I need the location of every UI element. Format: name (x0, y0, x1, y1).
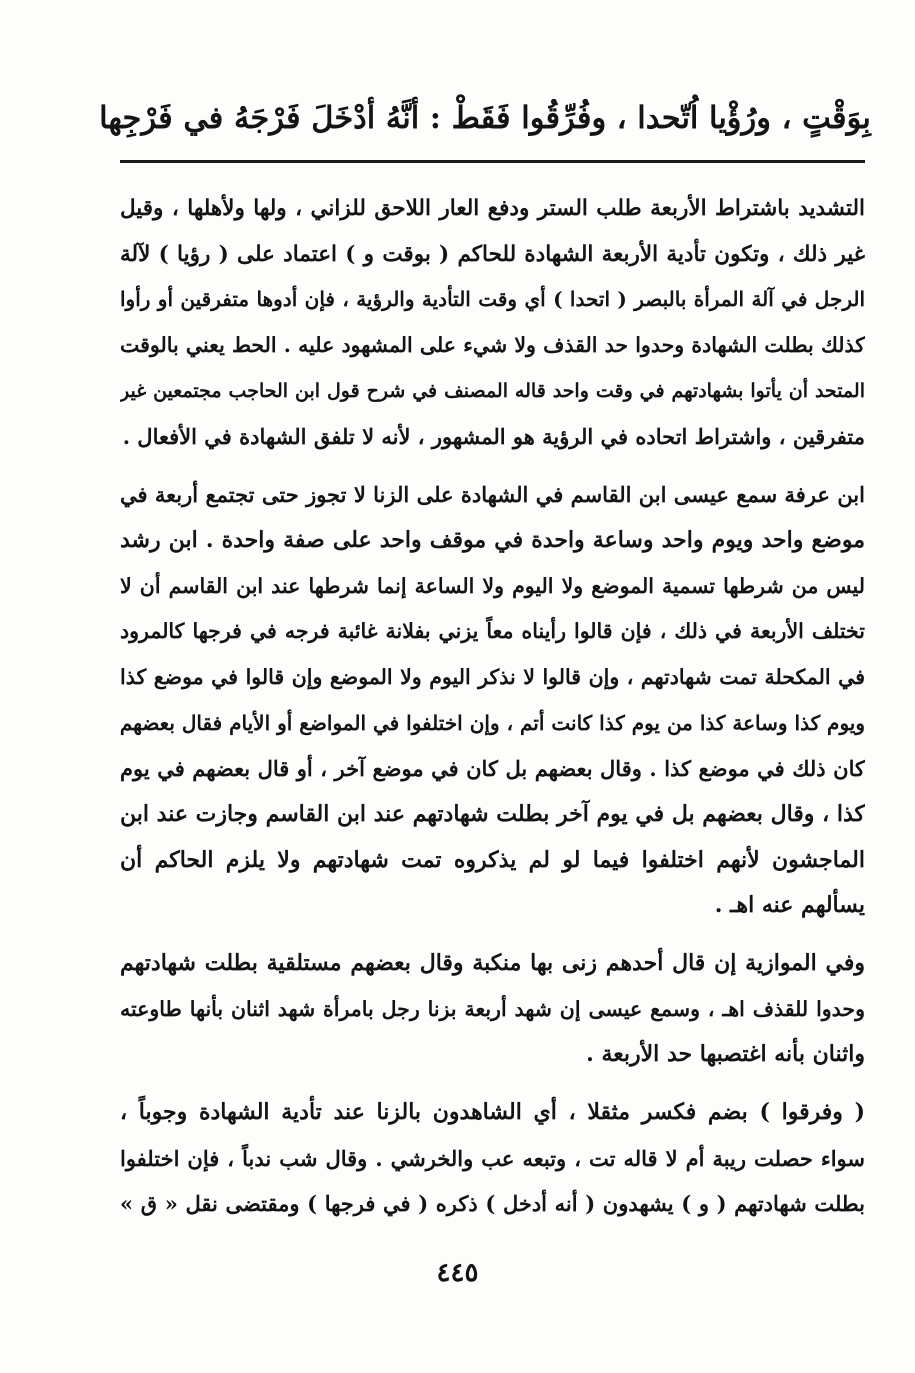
paragraph-3 (120, 941, 865, 1078)
text-line: متفرقين ، واشتراط اتحاده في الرؤية هو المشهور ، لأنه لا تلفق الشهادة في الأفعال . (122, 424, 865, 450)
paragraph-4 (120, 1090, 865, 1227)
text-line: موضع واحد ويوم واحد وساعة واحدة في موقف واحد على صفة واحدة . ابن رشد (120, 526, 865, 553)
text-line: كذلك بطلت الشهادة وحدوا حد القذف ولا شيء على المشهود عليه . الحط يعني بالوقت (120, 333, 865, 358)
text-line: الماجشون لأنهم اختلفوا فيما لو لم يذكروه تمت شهادتهم ولا يلزم الحاكم أن (120, 846, 865, 873)
text-line: ويوم كذا وساعة كذا من يوم كذا كانت أتم ، وإن اختلفوا في المواضع أو الأيام فقال بعضهم (120, 710, 865, 735)
text-line: وحدوا للقذف اهـ ، وسمع عيسى إن شهد أربعة بزنا رجل بامرأة شهد اثنان بأنها طاوعته (120, 996, 865, 1021)
paragraph-gap (120, 929, 865, 941)
text-line: سواء حصلت ريبة أم لا قاله تت ، وتبعه عب والخرشي . وقال شب ندباً ، فإن اختلفوا (120, 1145, 865, 1171)
text-line: كان ذلك في موضع كذا . وقال بعضهم بل كان في موضع آخر ، أو قال بعضهم في يوم (120, 756, 865, 782)
text-line: التشديد باشتراط الأربعة طلب الستر ودفع العار اللاحق للزاني ، ولها ولأهلها ، وقيل (120, 196, 865, 221)
text-line: المتحد أن يأتوا بشهادتهم في وقت واحد قاله المصنف في شرح قول ابن الحاجب مجتمعين غير (120, 379, 865, 402)
text-line: غير ذلك ، وتكون تأدية الأربعة الشهادة للحاكم ( بوقت و ) اعتماد على ( رؤيا ) لآلة (120, 241, 865, 267)
text-line: بطلت شهادتهم ( و ) يشهدون ( أنه أدخل ) ذكره ( في فرجها ) ومقتضى نقل « ق » (120, 1191, 865, 1217)
matn-header: بِوَقْتٍ ، ورُؤْيا اُتّحدا ، وفُرِّقُوا فَقَطْ : أنَّهُ أدْخَلَ فَرْجَهُ في فَرْجِها (99, 100, 871, 136)
text-line: في المكحلة تمت شهادتهم ، وإن قالوا لا نذكر اليوم ولا الموضع وإن قالوا في موضع كذا (120, 664, 865, 689)
text-line: يسألهم عنه اهـ . (714, 892, 865, 919)
text-line: ليس من شرطها تسمية الموضع ولا اليوم ولا الساعة إنما شرطها عند ابن القاسم أن لا (120, 573, 865, 598)
text-line: وفي الموازية إن قال أحدهم زنى بها منكبة وقال بعضهم مستلقية بطلت شهادتهم (120, 950, 865, 976)
text-line: ( وفرقوا ) بضم فكسر مثقلا ، أي الشاهدون بالزنا عند تأدية الشهادة وجوباً ، (120, 1099, 865, 1126)
text-line: كذا ، وقال بعضهم بل في يوم آخر بطلت شهادتهم عند ابن القاسم وجازت عند ابن (120, 800, 865, 827)
paragraph-2 (120, 472, 865, 929)
header-divider (120, 160, 865, 163)
paragraph-gap (120, 1078, 865, 1090)
paragraph-1 (120, 186, 865, 460)
text-line: الرجل في آلة المرأة بالبصر ( اتحدا ) أي وقت التأدية والرؤية ، فإن أدوها متفرقين أو رأوا (120, 287, 865, 312)
paragraph-gap (120, 460, 865, 472)
text-line: واثنان بأنه اغتصبها حد الأربعة . (586, 1041, 865, 1068)
commentary-body (120, 186, 865, 1227)
text-line: تختلف الأربعة في ذلك ، فإن قالوا رأيناه معاً يزني بفلانة غائبة فرجه في فرجها كالمرود (120, 619, 865, 644)
text-line: ابن عرفة سمع عيسى ابن القاسم في الشهادة على الزنا لا تجوز حتى تجتمع أربعة في (120, 482, 865, 508)
page-number: ٤٤٥ (436, 1258, 479, 1288)
